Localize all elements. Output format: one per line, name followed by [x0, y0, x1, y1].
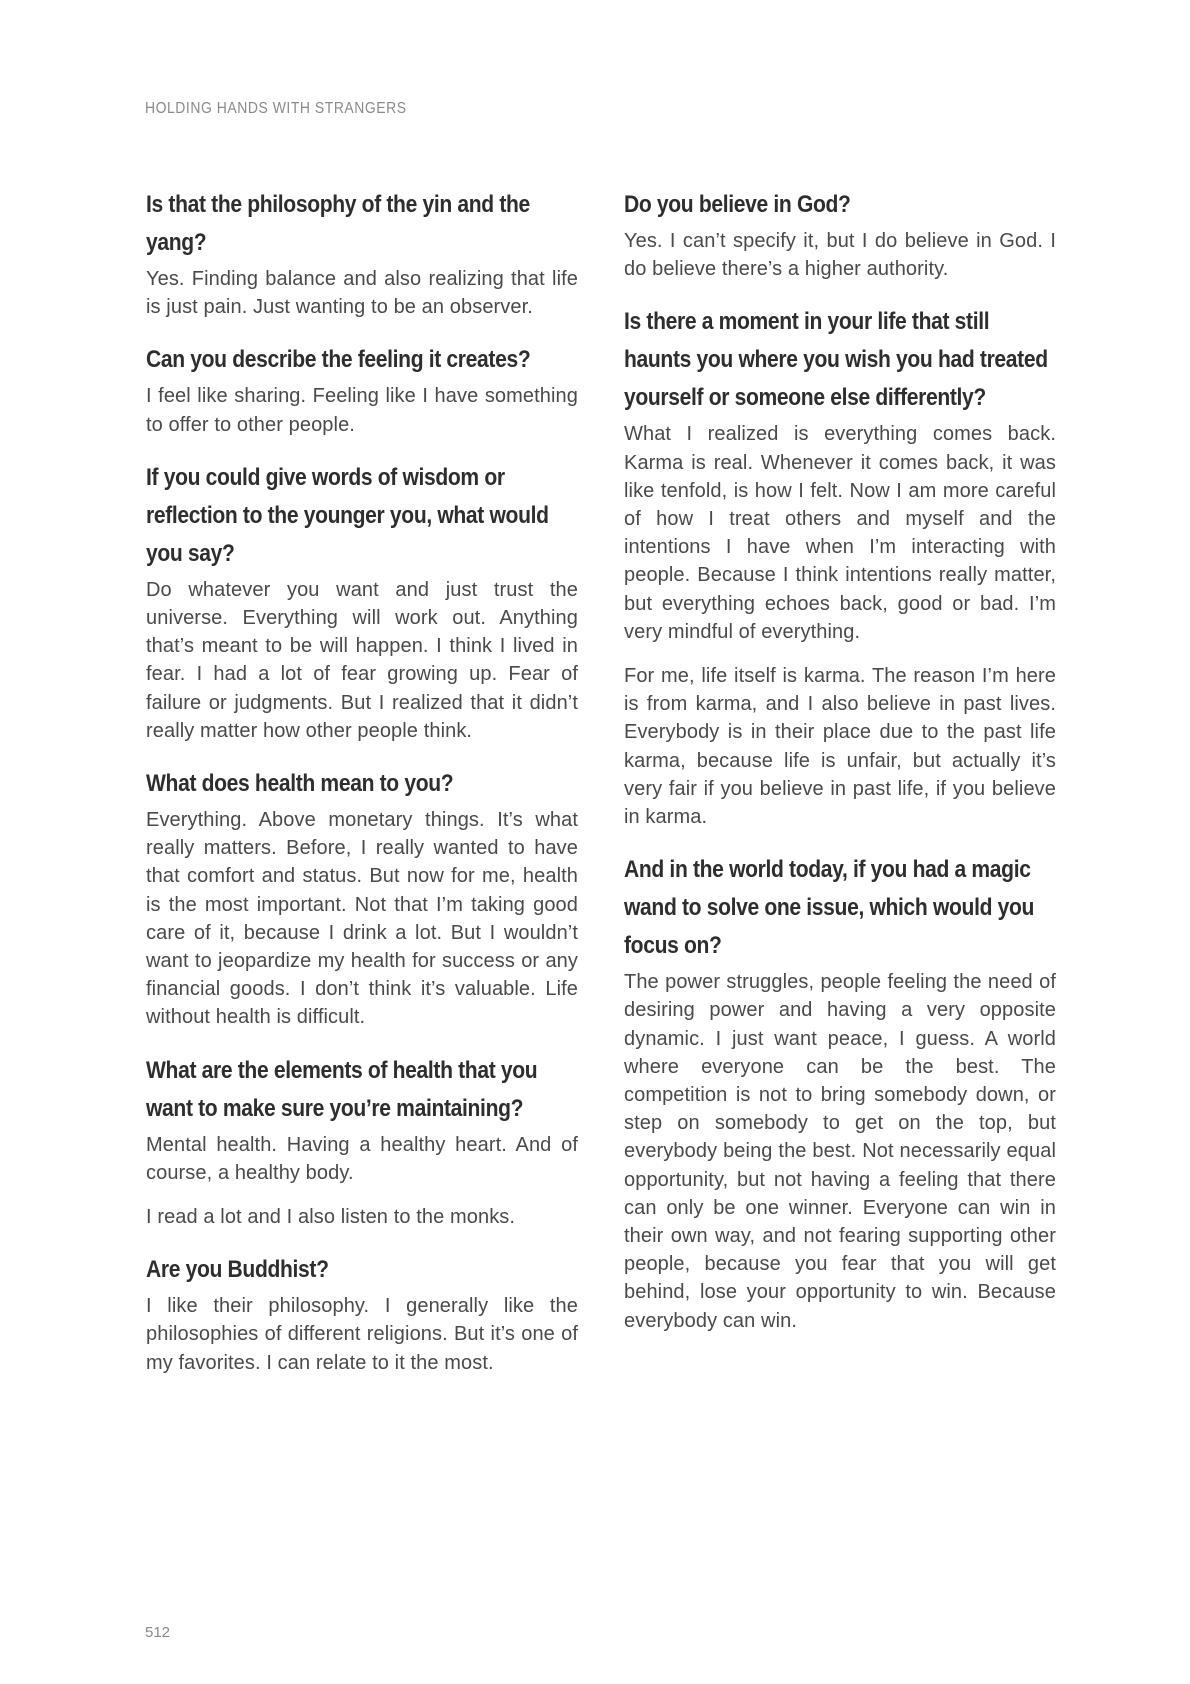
- question-heading: Are you Buddhist?: [146, 1256, 329, 1284]
- running-head: HOLDING HANDS WITH STRANGERS: [145, 100, 407, 117]
- qa-block: [146, 1052, 578, 1232]
- question-heading: Can you describe the feeling it creates?: [146, 346, 531, 374]
- qa-block: [146, 765, 578, 1032]
- answer-paragraph: Everything. Above monetary things. It’s what really matters. Before, I really wanted to have that comfort and status. But now for me, health is the most important. Not that I’m taking good care of it, because I drink a lot. But I wouldn’t want to jeopardize my health for success or any financial goods. I don’t think it’s valuable. Life without health is difficult.: [146, 809, 578, 1029]
- answer-paragraph: For me, life itself is karma. The reason I’m here is from karma, and I also believe in past lives. Everybody is in their place due to the past life karma, because life is unfair, but actually it’s very fair if you believe in past life, if you believe in karma.: [624, 665, 1056, 829]
- qa-block: [624, 303, 1056, 831]
- question-heading: What are the elements of health that you want to make sure you’re maintaining?: [146, 1056, 538, 1122]
- answer-paragraph: I feel like sharing. Feeling like I have something to offer to other people.: [146, 385, 578, 436]
- qa-block: [146, 341, 578, 438]
- answer-paragraph: I read a lot and I also listen to the monks.: [146, 1206, 516, 1229]
- page-number: 512: [145, 1624, 171, 1641]
- question-heading: If you could give words of wisdom or reflection to the younger you, what would you say?: [146, 463, 549, 567]
- question-heading: Do you believe in God?: [624, 191, 851, 218]
- question-heading: Is that the philosophy of the yin and the yang?: [146, 191, 530, 256]
- answer-paragraph: What I realized is everything comes back. Karma is real. Whenever it comes back, it was like tenfold, is how I felt. Now I am more careful of how I treat others and myself and the intentions I have when I’m interacting with people. Because I think intentions really matter, but everything echoes back, good or bad. I’m very mindful of everything.: [624, 423, 1056, 643]
- answer-paragraph: Yes. Finding balance and also realizing that life is just pain. Just wanting to be an observer.: [146, 268, 578, 319]
- answer-paragraph: Do whatever you want and just trust the universe. Everything will work out. Anything that’s meant to be will happen. I think I lived in fear. I had a lot of fear growing up. Fear of failure or judgments. But I realized that it didn’t really matter how other people think.: [146, 578, 578, 742]
- qa-block: [146, 1251, 578, 1377]
- answer-paragraph: The power struggles, people feeling the need of desiring power and having a very opposite dynamic. I just want peace, I guess. A world where everyone can be the best. The competition is not to bring somebody down, or step on somebody to get on the top, but everybody being the best. Not necessarily equal opportunity, but not having a feeling that there can only be one winner. Everyone can win in their own way, and not fearing supporting other people, because you fear that you will get behind, lose your opportunity to win. Because everybody can win.: [624, 971, 1056, 1332]
- left-column: [146, 186, 578, 1397]
- qa-block: [146, 459, 578, 745]
- qa-block: [624, 186, 1056, 283]
- question-heading: Is there a moment in your life that still haunts you where you wish you had treated yourself or someone else differently?: [624, 308, 1048, 412]
- question-heading: What does health mean to you?: [146, 770, 454, 798]
- question-heading: And in the world today, if you had a magic wand to solve one issue, which would you focus on?: [624, 856, 1035, 960]
- answer-paragraph: Mental health. Having a healthy heart. And of course, a healthy body.: [146, 1133, 578, 1184]
- answer-paragraph: I like their philosophy. I generally like the philosophies of different religions. But it’s one of my favorites. I can relate to it the most.: [146, 1295, 578, 1374]
- right-column: [624, 186, 1056, 1355]
- qa-block: [624, 851, 1056, 1335]
- qa-block: [146, 186, 578, 321]
- answer-paragraph: Yes. I can’t specify it, but I do believe in God. I do believe there’s a higher authority.: [624, 230, 1056, 281]
